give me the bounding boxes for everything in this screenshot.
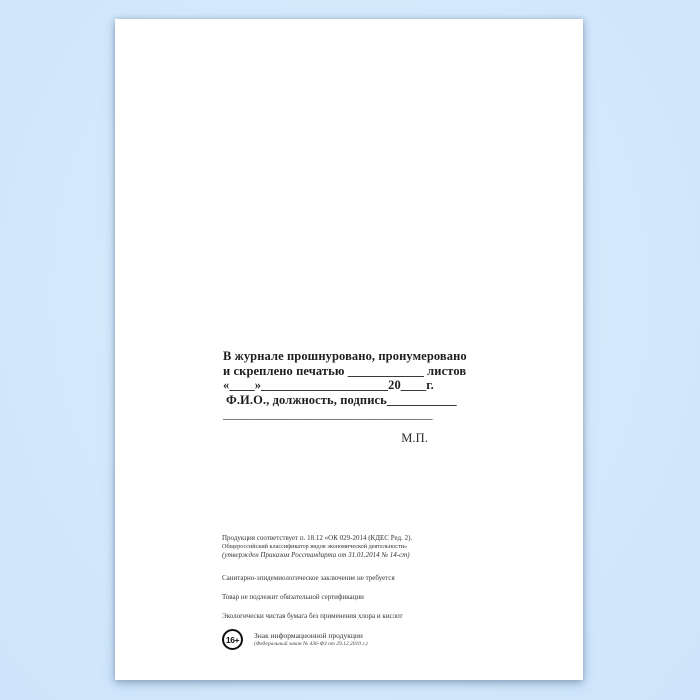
age-16-badge-icon: [222, 629, 243, 650]
compliance-line-1: Продукция соответствует п. 18.12 «ОК 029-2014 (КДЕС Ред. 2).: [222, 534, 413, 542]
age-badge-label: 16+: [225, 634, 240, 645]
sanitary-note: Санитарно-эпидемиологическое заключение не требуется: [222, 574, 395, 582]
info-sign-title: Знак информационной продукции: [254, 631, 363, 640]
info-sign-text: [254, 629, 368, 648]
info-sign-row: [222, 629, 472, 650]
binding-line-laced: В журнале прошнуровано, пронумеровано: [223, 349, 467, 363]
compliance-line-3: (утвержден Приказом Росстандарта от 31.01.2014 № 14-ст): [222, 551, 410, 559]
binding-line-blank: _________________________________: [223, 407, 433, 421]
seal-place-label: М.П.: [401, 430, 428, 445]
info-sign-law: (Федеральный закон № 436-ФЗ от 29.12.2010 г.): [254, 641, 368, 647]
ecology-note: Экологически чистая бумага без применения хлора и кислот: [222, 612, 403, 620]
binding-line-signature: Ф.И.О., должность, подпись___________: [226, 392, 457, 407]
binding-line-date: «____»____________________20____г.: [223, 378, 434, 392]
document-page: [115, 19, 583, 680]
certification-note: Товар не подлежит обязательной сертификации: [222, 593, 364, 601]
binding-line-sealed: и скреплено печатью ____________ листов: [223, 363, 467, 378]
compliance-line-2: Общероссийский классификатор видов экономической деятельности»: [222, 543, 408, 550]
binding-record-block: [223, 349, 467, 445]
footer-compliance-block: [222, 534, 472, 650]
